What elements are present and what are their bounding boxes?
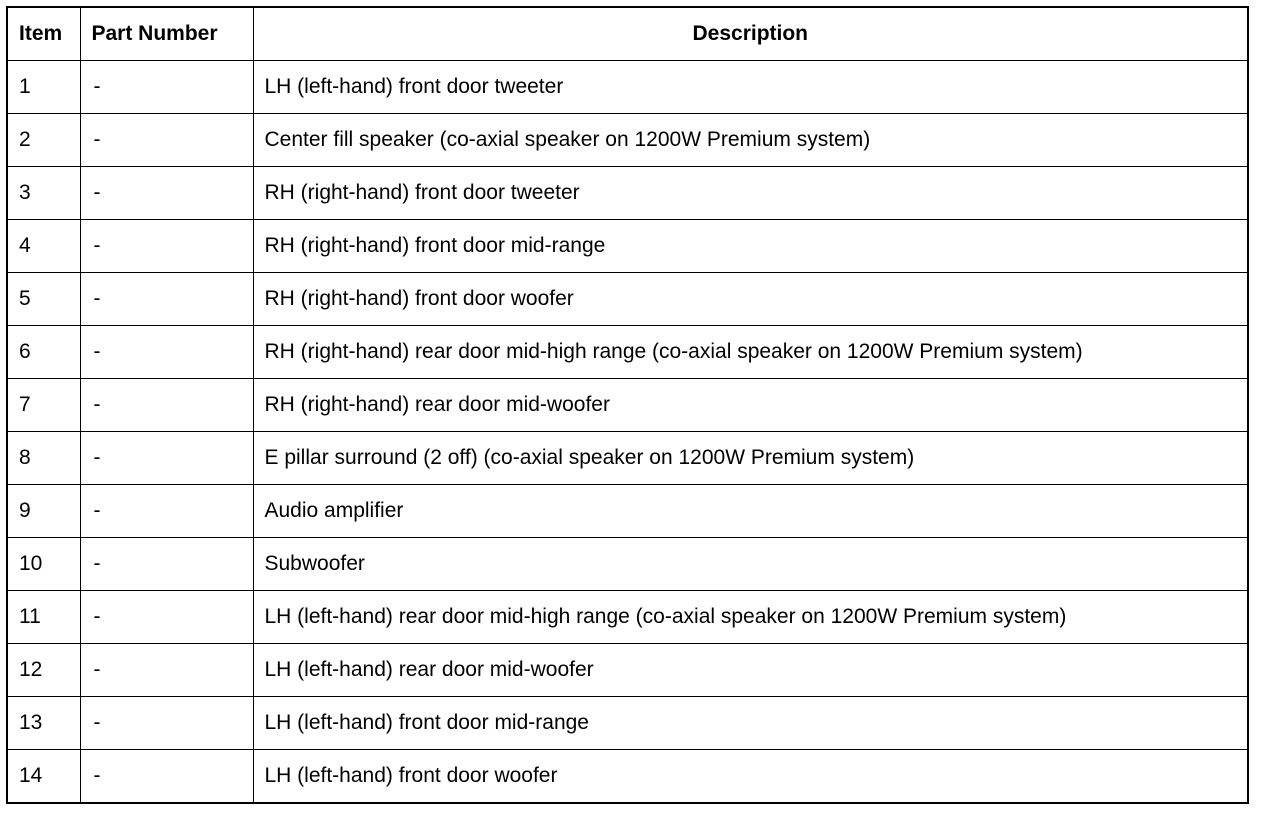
cell-item: 4 [7, 220, 80, 273]
table-row [7, 114, 1248, 167]
table-body [7, 61, 1248, 804]
table-row [7, 220, 1248, 273]
cell-description: E pillar surround (2 off) (co-axial speaker on 1200W Premium system) [253, 432, 1248, 485]
cell-part-number: - [80, 591, 253, 644]
table-row [7, 697, 1248, 750]
cell-item: 5 [7, 273, 80, 326]
table-row [7, 379, 1248, 432]
table-row [7, 61, 1248, 114]
cell-item: 13 [7, 697, 80, 750]
table-row [7, 750, 1248, 804]
cell-description: RH (right-hand) rear door mid-high range (co-axial speaker on 1200W Premium system) [253, 326, 1248, 379]
cell-description: LH (left-hand) front door tweeter [253, 61, 1248, 114]
cell-description: LH (left-hand) front door mid-range [253, 697, 1248, 750]
header-row [7, 7, 1248, 61]
cell-item: 3 [7, 167, 80, 220]
cell-part-number: - [80, 273, 253, 326]
cell-part-number: - [80, 379, 253, 432]
cell-item: 12 [7, 644, 80, 697]
table-row [7, 273, 1248, 326]
cell-description: RH (right-hand) front door mid-range [253, 220, 1248, 273]
cell-description: Center fill speaker (co-axial speaker on 1200W Premium system) [253, 114, 1248, 167]
cell-item: 7 [7, 379, 80, 432]
table-row [7, 485, 1248, 538]
header-part-number: Part Number [80, 7, 253, 61]
cell-item: 1 [7, 61, 80, 114]
cell-part-number: - [80, 750, 253, 804]
cell-part-number: - [80, 485, 253, 538]
cell-description: LH (left-hand) rear door mid-high range (co-axial speaker on 1200W Premium system) [253, 591, 1248, 644]
cell-description: RH (right-hand) front door woofer [253, 273, 1248, 326]
cell-part-number: - [80, 326, 253, 379]
cell-part-number: - [80, 167, 253, 220]
parts-table [6, 6, 1249, 804]
cell-item: 8 [7, 432, 80, 485]
cell-part-number: - [80, 644, 253, 697]
cell-description: Audio amplifier [253, 485, 1248, 538]
cell-description: LH (left-hand) front door woofer [253, 750, 1248, 804]
cell-description: RH (right-hand) rear door mid-woofer [253, 379, 1248, 432]
cell-item: 11 [7, 591, 80, 644]
cell-description: Subwoofer [253, 538, 1248, 591]
table-row [7, 591, 1248, 644]
table-row [7, 167, 1248, 220]
cell-description: RH (right-hand) front door tweeter [253, 167, 1248, 220]
table-header [7, 7, 1248, 61]
cell-item: 10 [7, 538, 80, 591]
table-row [7, 644, 1248, 697]
cell-item: 2 [7, 114, 80, 167]
cell-item: 14 [7, 750, 80, 804]
header-item: Item [7, 7, 80, 61]
header-description: Description [253, 7, 1248, 61]
table-row [7, 326, 1248, 379]
table-row [7, 538, 1248, 591]
cell-part-number: - [80, 220, 253, 273]
cell-part-number: - [80, 61, 253, 114]
table-row [7, 432, 1248, 485]
cell-item: 9 [7, 485, 80, 538]
cell-item: 6 [7, 326, 80, 379]
cell-description: LH (left-hand) rear door mid-woofer [253, 644, 1248, 697]
cell-part-number: - [80, 114, 253, 167]
cell-part-number: - [80, 538, 253, 591]
cell-part-number: - [80, 432, 253, 485]
cell-part-number: - [80, 697, 253, 750]
